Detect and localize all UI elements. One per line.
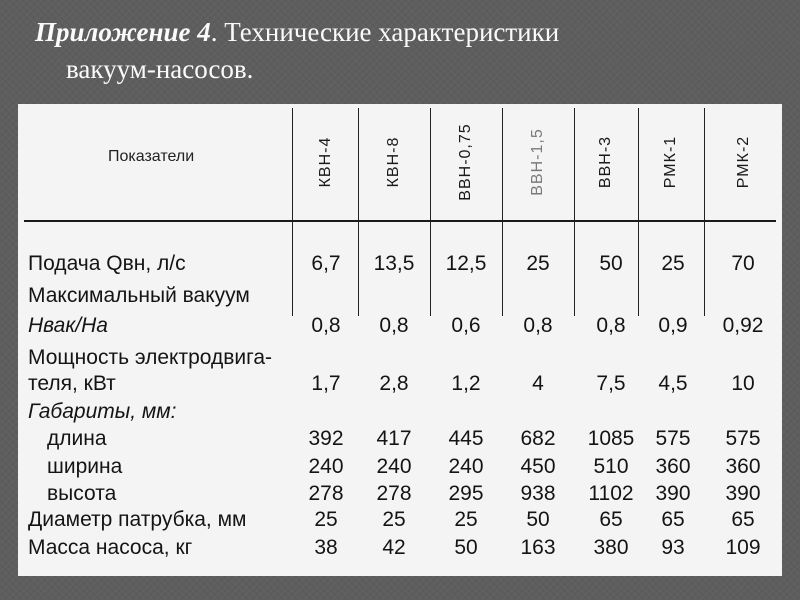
row-label: теля, кВт: [28, 372, 116, 395]
table-cell: 70: [731, 252, 755, 275]
table-cell: 450: [520, 455, 556, 478]
table-cell: 0,6: [451, 314, 481, 337]
row-label: Диаметр патрубка, мм: [28, 508, 247, 531]
table-cell: 50: [526, 508, 550, 531]
table-cell: 6,7: [311, 252, 341, 275]
table-cell: 13,5: [373, 252, 415, 275]
table-cell: 10: [731, 372, 755, 395]
table-cell: 25: [454, 508, 478, 531]
table-cell: 25: [382, 508, 406, 531]
table-cell: 682: [520, 427, 556, 450]
table-cell: 0,8: [596, 314, 626, 337]
table-cell: 25: [661, 252, 685, 275]
column-header: ВВН-0,75: [457, 123, 474, 201]
column-header: ВВН-1,5: [529, 128, 546, 196]
row-label: ширина: [47, 455, 123, 478]
table-cell: 1,2: [451, 372, 481, 395]
row-label: Подача Qвн, л/с: [28, 252, 186, 275]
table-cell: 163: [520, 536, 556, 559]
table-cell: 12,5: [445, 252, 487, 275]
row-label: Габариты, мм:: [28, 400, 177, 423]
table-cell: 109: [725, 536, 761, 559]
table-cell: 360: [655, 455, 691, 478]
title-text: . Технические характеристики: [210, 17, 560, 47]
column-header: РМК-2: [735, 135, 752, 189]
table-cell: 390: [725, 482, 761, 505]
table-cell: 65: [731, 508, 755, 531]
table-cell: 240: [448, 455, 484, 478]
column-header: КВН-4: [317, 136, 334, 188]
table-cell: 4,5: [658, 372, 688, 395]
table-cell: 4: [532, 372, 544, 395]
row-label: длина: [47, 427, 107, 450]
title-line-2: вакуум-насосов.: [66, 54, 254, 84]
table-cell: 65: [599, 508, 623, 531]
table-cell: 390: [655, 482, 691, 505]
indicators-header: Показатели: [108, 148, 195, 165]
column-header: КВН-8: [385, 136, 402, 188]
row-label: Hвак/Hа: [28, 314, 108, 337]
table-cell: 575: [655, 427, 691, 450]
row-label: Максимальный вакуум: [28, 284, 250, 307]
table-cell: 360: [725, 455, 761, 478]
column-header: ВВН-3: [597, 135, 614, 189]
table-cell: 50: [599, 252, 623, 275]
table-cell: 278: [308, 482, 344, 505]
table-cell: 575: [725, 427, 761, 450]
table-cell: 0,9: [658, 314, 688, 337]
table-body: [18, 104, 782, 576]
table-cell: 38: [314, 536, 338, 559]
spec-table: [18, 104, 782, 576]
table-cell: 93: [661, 536, 685, 559]
table-cell: 0,8: [311, 314, 341, 337]
table-cell: 65: [661, 508, 685, 531]
table-cell: 1102: [588, 482, 634, 505]
table-cell: 295: [448, 482, 484, 505]
slide-title: [35, 14, 775, 88]
table-cell: 392: [308, 427, 344, 450]
table-cell: 7,5: [596, 372, 626, 395]
row-label: Мощность электродвига-: [28, 346, 272, 369]
table-cell: 2,8: [379, 372, 409, 395]
appendix-label: Приложение 4: [35, 17, 211, 47]
table-cell: 510: [593, 455, 629, 478]
table-cell: 278: [376, 482, 412, 505]
table-cell: 380: [593, 536, 629, 559]
table-cell: 417: [376, 427, 412, 450]
row-label: высота: [47, 482, 117, 505]
table-cell: 240: [376, 455, 412, 478]
table-cell: 0,8: [523, 314, 553, 337]
table-cell: 0,92: [722, 314, 764, 337]
table-cell: 0,8: [379, 314, 409, 337]
table-cell: 25: [314, 508, 338, 531]
row-label: Масса насоса, кг: [28, 536, 193, 559]
table-cell: 1,7: [311, 372, 341, 395]
table-cell: 938: [520, 482, 556, 505]
table-cell: 1085: [587, 427, 635, 450]
table-cell: 42: [382, 536, 406, 559]
table-cell: 50: [454, 536, 478, 559]
column-header: РМК-1: [662, 135, 679, 189]
table-cell: 445: [448, 427, 484, 450]
table-cell: 25: [526, 252, 550, 275]
table-cell: 240: [308, 455, 344, 478]
